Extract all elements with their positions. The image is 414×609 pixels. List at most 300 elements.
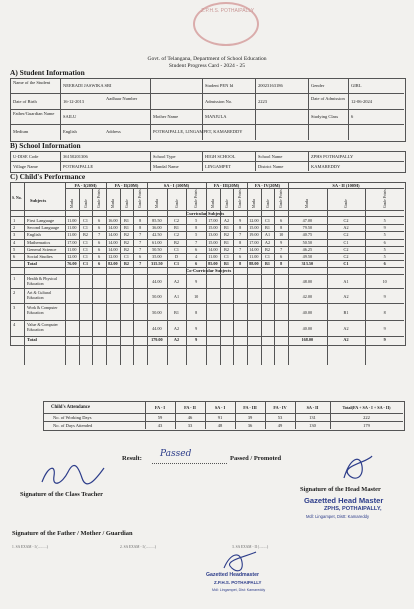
sub-header: Grade [344,199,348,208]
score-cell: 11.00 [67,225,77,231]
sno: 2 [13,290,16,296]
score-cell: 8 [280,225,283,231]
sign-note-1: 1. SA EXAM - I (..........) [12,545,48,549]
attendance-header: SA - I [214,405,226,410]
school-name-label: School Name [258,154,283,159]
score-cell: B1 [124,218,129,223]
col-line [60,151,61,171]
score-cell: 7 [139,239,142,245]
attendance-header: Total(FA + SA - I + SA - II) [342,405,391,410]
total-cell: 88.00 [249,261,259,267]
exam-header: FA - III(20M) [213,183,240,188]
score-cell: C2 [343,218,349,223]
district-value: KAMAREDDY [311,164,341,169]
udise-label: U-DISE Code [13,154,39,159]
dob-label: Date of Birth [13,99,37,104]
sa2-cell: A2 [343,326,349,332]
col-line [348,78,349,140]
attendance-value: 222 [363,415,370,420]
sa2-cell: 42.00 [302,293,313,299]
score-cell: 47.00 [302,218,313,223]
admission-date-label: Date of Admission [311,96,345,101]
score-cell: B1 [265,225,270,231]
sno: 5 [13,246,16,252]
score-cell: 6 [98,218,101,223]
attendance-value: 33 [187,423,193,428]
subject-name: Second Language [27,225,60,231]
row-line [10,320,404,321]
district-label: District Name [258,164,284,169]
attendance-value: 59 [157,415,163,420]
score-cell: 5 [383,218,386,223]
score-cell: 12.00 [108,254,118,259]
score-cell: 50.50 [152,246,162,252]
score-cell: 14.00 [108,225,118,231]
score-cell: 9 [239,218,242,223]
school-info-heading: B) School Information [10,141,81,150]
pen-value: 20023163186 [258,83,283,88]
aadhar-label: Aadhaar Number [106,96,138,101]
sno: 4 [13,239,16,245]
address-value: POTHAIPALLE, LINGAMPET, KAMAREDDY [153,129,243,134]
col-line [150,151,151,171]
score-cell: B2 [224,246,229,252]
total-cell: 315.50 [151,261,163,267]
sub-header: Grade Points [194,189,199,208]
stamp-line-1: Gazetted Head Master [304,496,384,505]
row-line [10,124,404,125]
stamp2-line-2: Z.P.H.S. POTHAIPALLY [214,580,262,585]
curricular-heading: Curricular Subjects [186,211,225,216]
row-line [43,413,403,414]
sign-note-2: 2. SA EXAM - I (..........) [120,545,156,549]
score-cell: A2 [223,218,230,223]
sa1-cell: 8 [195,309,198,315]
score-cell: 6 [383,239,386,245]
dob-value: 16-12-2013 [63,99,84,104]
admission-date-value: 12-06-2024 [351,99,372,104]
sub-header: Grade [265,199,270,208]
score-cell: 17.00 [67,239,77,245]
sno-header: S. No. [12,196,22,200]
head-master-signature [338,452,378,486]
total-cell: C1 [343,261,349,267]
score-cell: 11.00 [67,246,77,252]
total-cell: B1 [224,261,229,267]
score-cell: 9 [280,239,283,245]
score-cell: 6 [98,254,101,259]
subcol-line [274,188,275,365]
school-type-label: School Type [153,154,176,159]
class-teacher-signature [38,462,108,488]
col-line [308,151,309,171]
card-title: Student Progress Card - 2024 - 25 [168,63,246,69]
cocurricular-heading: Co-Curricular Subjects [186,268,232,274]
sub-header: Marks [110,198,115,208]
score-cell: C2 [343,254,349,259]
score-cell: 13.00 [208,232,218,238]
sign-note-3: 3. SA EXAM - II (.........) [232,545,269,549]
score-cell: C1 [343,239,349,245]
sa2-cell: B1 [343,309,349,315]
attendance-row-label: No. of Days Attended [53,423,93,428]
sa2-cell: A1 [343,279,349,285]
sub-header: Marks [69,198,74,208]
total-cell: A2 [173,337,180,343]
score-cell: C1 [265,254,270,259]
score-cell: 79.50 [302,225,313,231]
subject-name: General Science [27,246,57,252]
score-cell: B2 [83,232,88,238]
sno: 6 [13,254,16,259]
row-line [10,161,404,162]
score-cell: 11.00 [67,218,77,223]
mandal-value: LINGAMPET [205,164,231,169]
score-cell: B2 [174,239,179,245]
sa1-cell: 50.00 [152,293,162,299]
attendance-title: Child's Attendance [51,405,91,410]
total-cell: C1 [173,261,180,267]
result-underline [152,463,227,464]
score-cell: 6 [98,246,101,252]
exam-header: FA - IV(20M) [254,183,281,188]
pen-label: Student PEN Id [205,83,234,88]
gender-value: GIRL [351,83,362,88]
score-cell: C2 [343,246,349,252]
score-cell: 7 [139,246,142,252]
attendance-value: 48 [217,423,223,428]
sa1-cell: A2 [173,326,180,332]
total-cell: 7 [139,261,142,267]
total-cell: 82.00 [108,261,118,267]
subcol-line [261,188,262,365]
total-cell: 6 [383,261,386,267]
exam-header: FA - I(20M) [74,183,97,188]
sa2-cell: 10 [382,279,387,285]
score-cell: 14.00 [108,232,118,238]
score-cell: B1 [224,225,229,231]
score-cell: 12.00 [249,218,259,223]
medium-label: Medium [13,129,29,134]
result-label: Result: [122,455,142,462]
total-label: Total [27,261,37,267]
sno: 1 [13,218,16,223]
score-cell: 16.00 [108,218,118,223]
sno: 1 [13,276,16,282]
attendance-value: 39 [247,415,253,420]
attendance-header: FA - III [243,405,257,410]
score-cell: 5 [383,254,386,259]
score-cell: 8 [239,239,242,245]
performance-heading: C) Child's Performance [10,172,86,181]
sa2-cell: 40.00 [302,326,313,332]
total-cell: 6 [98,261,101,267]
admission-no-value: 2223 [258,99,267,104]
sub-header: Grade [83,199,88,208]
subject-name: Value & Computer Education [27,322,58,333]
score-cell: B2 [224,232,229,238]
score-cell: 7 [195,239,198,245]
score-cell: C1 [83,239,88,245]
result-value: Passed [160,449,192,459]
gender-label: Gender [311,83,325,88]
score-cell: C1 [83,218,88,223]
address-label: Address [106,129,121,134]
total-cell: 9 [195,337,198,343]
score-cell: 17.00 [208,218,218,223]
sub-header: Grade Points [238,189,243,208]
col-line [202,151,203,171]
school-type-value: HIGH SCHOOL [205,154,236,159]
sub-header: Grade [124,199,129,208]
row-line [10,274,404,275]
village-label: Village Name [13,164,38,169]
sub-header: Grade [224,199,229,208]
score-cell: 7 [239,232,242,238]
mother-label: Mother Name [153,114,179,119]
stamp-line-3: Mdl: Lingampet, Distt: Kamareddy [306,514,370,519]
col-line [255,78,256,140]
subject-name: Health & Physical Education [27,276,58,287]
subject-name: First Language [27,218,55,223]
father-label: Father/Guardian Name [13,111,55,116]
total-cell: 179.00 [151,337,163,343]
total-cell: 6 [195,261,198,267]
subject-header: Subjects [30,198,47,203]
score-cell: 11.00 [208,254,218,259]
school-seal: Z.P.H.S. POTHAIPALLY [193,2,259,46]
attendance-value: 46 [187,415,193,420]
attendance-value: 131 [309,415,316,420]
subcol-line [133,188,134,365]
subcol-line [92,188,93,365]
score-cell: B1 [124,225,129,231]
score-cell: C1 [124,254,129,259]
score-cell: 7 [139,232,142,238]
score-cell: 9 [383,225,386,231]
score-cell: 6 [195,246,198,252]
subject-name: Work & Computer Education [27,305,58,316]
score-cell: 8 [139,225,142,231]
subcol-line [233,188,234,365]
score-cell: 15.00 [249,225,259,231]
total-cell: 9 [383,337,386,343]
score-cell: 50.50 [302,239,313,245]
class-value: 6 [351,114,354,119]
col-line [308,78,309,140]
score-cell: 6 [98,239,101,245]
sa1-cell: A2 [173,279,180,285]
score-cell: 12.00 [67,254,77,259]
score-cell: 4 [195,254,198,259]
attendance-value: 91 [217,415,223,420]
score-cell: 42.50 [152,232,162,238]
sa2-cell: A2 [343,293,349,299]
subject-name: Art & Cultural Education [27,290,52,301]
sub-header: Grade Points [97,189,102,208]
sa1-cell: B1 [174,309,179,315]
score-cell: 6 [139,254,142,259]
score-cell: 35.00 [152,254,162,259]
attendance-value: 130 [309,423,316,428]
score-cell: 49.50 [302,254,313,259]
sa1-cell: 44.00 [152,279,162,285]
subject-name: Mathematics [27,239,51,245]
score-cell: C1 [83,254,88,259]
subcol-line [79,188,80,365]
score-cell: 8 [195,225,198,231]
attendance-value: 53 [277,415,283,420]
attendance-header: FA - II [184,405,196,410]
score-cell: B2 [265,246,270,252]
sa1-cell: 9 [195,279,198,285]
subcol-line [120,188,121,365]
sa2-cell: 9 [383,326,386,332]
score-cell: 14.00 [108,239,118,245]
sa1-cell: A1 [173,293,180,299]
attendance-value: 49 [277,423,283,428]
score-cell: 7 [280,246,283,252]
score-cell: 5 [383,232,386,238]
score-cell: B2 [124,246,129,252]
score-cell: 46.25 [302,246,313,252]
score-cell: 8 [139,218,142,223]
row-line [10,303,404,304]
score-cell: 85.50 [152,218,162,223]
score-cell: 8 [239,225,242,231]
col-line [255,151,256,171]
department-title: Govt. of Telangana, Department of School Education [147,56,267,62]
sa2-cell: 9 [383,293,386,299]
score-cell: 6 [280,218,283,223]
total-cell: 8 [280,261,283,267]
medium-value: English [63,129,77,134]
sa1-cell: 10 [194,293,199,299]
class-label: Studying Class [311,114,339,119]
score-cell: 5 [383,246,386,252]
score-cell: A2 [343,225,349,231]
sub-header: Grade Points [279,189,284,208]
total-cell: B2 [124,261,129,267]
sub-header: Marks [305,198,310,208]
col-line [60,78,61,140]
row-line [43,421,403,422]
score-cell: 11.00 [67,232,77,238]
score-cell: 5 [195,218,198,223]
stamp2-line-1: Gazetted Headmaster [206,572,260,578]
total-cell: 168.00 [301,337,314,343]
col-line [150,78,151,140]
result-options: Passed / Promoted [230,455,282,462]
total-cell: C1 [82,261,89,267]
exam-header: FA - II(20M) [114,183,139,188]
attendance-value: 179 [363,423,370,428]
score-cell: 6 [280,254,283,259]
score-cell: C1 [83,246,88,252]
parent-sign-label: Signature of the Father / Mother / Guardian [12,530,133,537]
sno: 3 [13,232,16,238]
score-cell: 61.00 [152,239,162,245]
sno: 3 [13,305,16,311]
udise-value: 36150201306 [63,154,88,159]
score-cell: B1 [174,225,179,231]
sa1-cell: 50.00 [152,309,162,315]
attendance-header: SA - II [306,405,319,410]
row-line [10,109,404,110]
total-cell: 76.00 [67,261,77,267]
score-cell: 10 [279,232,284,238]
score-cell: 6 [239,254,242,259]
row-line [10,288,404,289]
total-cell: 85.00 [208,261,218,267]
score-cell: 15.00 [208,225,218,231]
sub-header: Grade Points [382,189,387,208]
total-cell: 313.50 [301,261,314,267]
score-cell: B1 [224,239,229,245]
row-line [10,93,404,94]
sa1-cell: 44.00 [152,326,162,332]
sa2-cell: 40.00 [302,309,313,315]
score-cell: B2 [124,232,129,238]
score-cell: C1 [224,254,229,259]
head-master-sign-label: Signature of the Head Master [300,486,381,493]
exam-header: SA - I (100M) [163,183,190,188]
score-cell: 7 [239,246,242,252]
sub-header: Grade Points [138,189,143,208]
attendance-row-label: No. of Working Days [53,415,92,420]
score-cell: B2 [124,239,129,245]
score-cell: 11.00 [249,254,259,259]
father-value: SAILU [63,114,77,119]
name-label: Name of the Student [13,80,51,85]
sa2-cell: 8 [383,309,386,315]
sub-header: Marks [251,198,256,208]
score-cell: A2 [264,239,271,245]
school-name-value: ZPHS POTHAIPALLY [311,154,354,159]
total-cell: 8 [239,261,242,267]
stamp2-line-3: Mdl: Lingampet, Dist: Kamareddy [212,588,266,592]
row-line [10,216,404,217]
attendance-header: FA - I [154,405,166,410]
score-cell: C1 [83,225,88,231]
attendance-header: FA - IV [273,405,287,410]
score-cell: 17.00 [249,239,259,245]
score-cell: 14.00 [208,246,218,252]
village-value: POTHAIPALLE [63,164,94,169]
score-cell: 5 [195,232,198,238]
student-info-heading: A) Student Information [10,68,85,77]
total-cell: B1 [265,261,270,267]
score-cell: C1 [265,218,270,223]
mandal-label: Mandal Name [153,164,179,169]
score-cell: 14.00 [108,246,118,252]
sa1-cell: 9 [195,326,198,332]
sno: 2 [13,225,16,231]
attendance-value: 36 [247,423,253,428]
stamp-line-2: ZPHS, POTHAIPALLY, [324,506,382,512]
subject-name: Social Studies [27,254,53,259]
sub-header: Marks [210,198,215,208]
score-cell: C1 [174,246,179,252]
sub-header: Marks [154,198,159,208]
score-cell: 19.00 [249,232,259,238]
score-cell: C2 [343,232,349,238]
mother-value: MANJULA [205,114,227,119]
score-cell: A1 [264,232,271,238]
admission-no-label: Admission No. [205,99,233,104]
score-cell: 7 [98,232,101,238]
score-cell: D [174,254,178,259]
